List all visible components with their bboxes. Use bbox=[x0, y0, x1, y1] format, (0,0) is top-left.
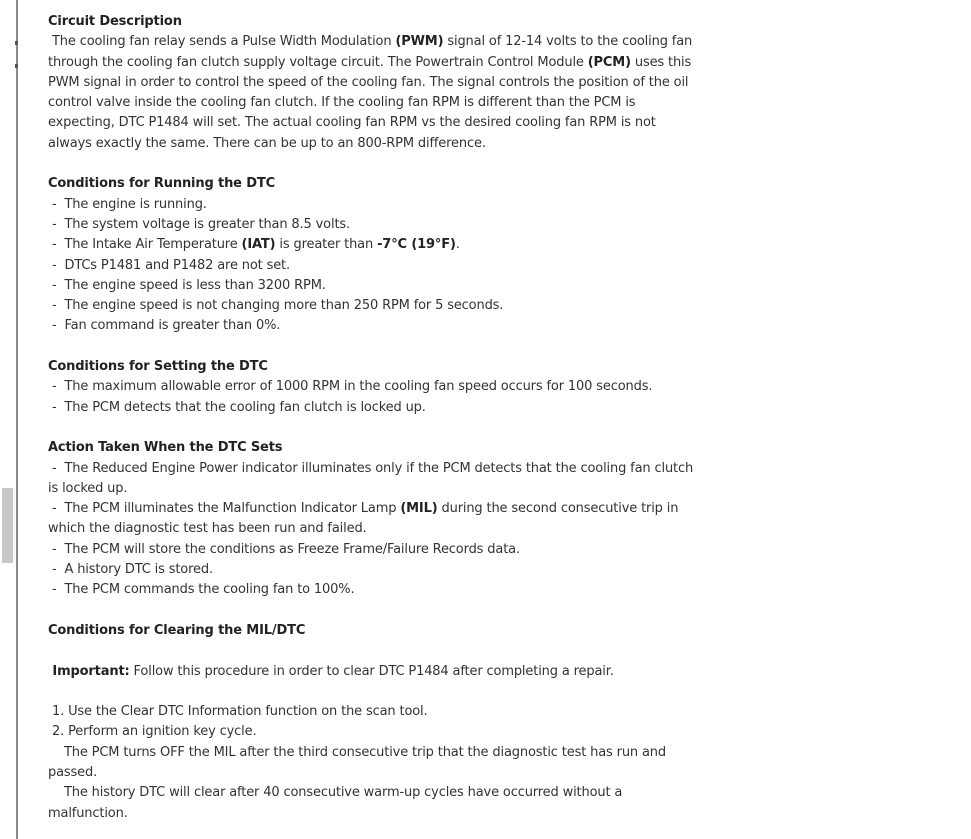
list-item: - The engine is running. bbox=[48, 196, 207, 212]
clearing-note: The PCM turns OFF the MIL after the third consecutive trip that the diagnostic test has run and passed. bbox=[48, 744, 670, 780]
gutter-tick bbox=[15, 64, 18, 68]
list-item: - DTCs P1481 and P1482 are not set. bbox=[48, 257, 290, 273]
list-item: - The system voltage is greater than 8.5 volts. bbox=[48, 216, 350, 232]
list-item: - The PCM commands the cooling fan to 100%. bbox=[48, 582, 355, 598]
list-item: - The Intake Air Temperature (IAT) is greater than -7°C (19°F). bbox=[48, 237, 460, 253]
list-item: 2. Perform an ignition key cycle. bbox=[48, 724, 257, 740]
list-item: - The Reduced Engine Power indicator illuminates only if the PCM detects that the cooling fan clutch is locked up. bbox=[48, 460, 698, 496]
scrollbar-thumb[interactable] bbox=[2, 488, 13, 563]
list-item: - Fan command is greater than 0%. bbox=[48, 318, 281, 334]
clearing-conditions-heading: Conditions for Clearing the MIL/DTC bbox=[48, 622, 306, 638]
gutter-tick bbox=[15, 41, 18, 45]
circuit-description-text: The cooling fan relay sends a Pulse Width Modulation (PWM) signal of 12-14 volts to the cooling fan through the cooling fan clutch supply voltage circuit. The Powertrain Control Module (PCM) uses this PWM signal in order to control the speed of the cooling fan. The signal controls the position of the oil control valve inside the cooling fan clutch. If the cooling fan RPM is different than the PCM is expecting, DTC P1484 will set. The actual cooling fan RPM vs the desired cooling fan RPM is not always exactly the same. There can be up to an 800-RPM difference. bbox=[48, 34, 697, 151]
circuit-description-heading: Circuit Description bbox=[48, 14, 182, 29]
list-item: - The maximum allowable error of 1000 RPM in the cooling fan speed occurs for 100 seconds. bbox=[48, 379, 653, 395]
list-item: - A history DTC is stored. bbox=[48, 562, 213, 578]
left-gutter bbox=[0, 0, 18, 839]
list-item: - The PCM will store the conditions as Freeze Frame/Failure Records data. bbox=[48, 541, 520, 557]
list-item: - The PCM illuminates the Malfunction Indicator Lamp (MIL) during the second consecutive trip in which the diagnostic test has been run and failed. bbox=[48, 501, 683, 537]
list-item: 1. Use the Clear DTC Information function on the scan tool. bbox=[48, 704, 428, 720]
list-item: - The engine speed is not changing more than 250 RPM for 5 seconds. bbox=[48, 298, 504, 314]
important-note: Important: Follow this procedure in order to clear DTC P1484 after completing a repair. bbox=[48, 663, 614, 679]
list-item: - The engine speed is less than 3200 RPM. bbox=[48, 277, 326, 293]
document-body bbox=[48, 12, 698, 824]
setting-conditions-heading: Conditions for Setting the DTC bbox=[48, 359, 268, 375]
list-item: - The PCM detects that the cooling fan clutch is locked up. bbox=[48, 399, 426, 415]
clearing-note: The history DTC will clear after 40 consecutive warm-up cycles have occurred without a malfunction. bbox=[48, 785, 627, 821]
action-taken-heading: Action Taken When the DTC Sets bbox=[48, 440, 283, 456]
running-conditions-heading: Conditions for Running the DTC bbox=[48, 176, 275, 192]
